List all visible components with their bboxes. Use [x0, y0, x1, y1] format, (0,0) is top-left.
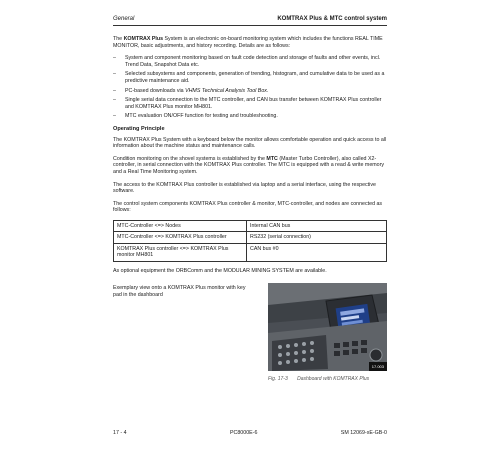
list-item-text: MTC evaluation ON/OFF function for testing and troubleshooting. — [125, 113, 278, 120]
intro-bold: KOMTRAX Plus — [123, 36, 164, 42]
list-item — [113, 113, 387, 120]
connection-table — [113, 220, 387, 262]
operating-principle-heading: Operating Principle — [113, 125, 165, 132]
list-item-text: Single serial data connection to the MTC controller, and CAN bus transfer between KOMTRAX Plus controller and KOMTRAX Plus monitor MH801. — [125, 97, 382, 110]
header-divider — [113, 25, 387, 26]
intro-paragraph — [113, 36, 387, 49]
table-cell: CAN bus #0 — [247, 243, 387, 261]
model-code: PC8000E-6 — [230, 430, 258, 436]
bullet-dash: – — [113, 97, 116, 104]
paragraph — [113, 156, 387, 176]
paragraph: The control system components KOMTRAX Plus controller & monitor, MTC-controller, and nodes are connected as follows: — [113, 200, 383, 214]
page-number: 17 - 4 — [113, 430, 127, 436]
list-item-text: PC-based downloads via — [125, 87, 186, 94]
manual-code: SM 12069-xE-GB-0 — [340, 430, 387, 436]
table-cell: MTC-Controller <=> KOMTRAX Plus controller — [114, 232, 247, 243]
dashboard-photo — [268, 283, 387, 371]
table-cell: Internal CAN bus — [247, 220, 387, 231]
example-text: Exemplary view onto a KOMTRAX Plus monitor with key pad in the dashboard — [113, 285, 246, 298]
table-row — [114, 232, 387, 243]
para2-bold: MTC — [266, 155, 278, 162]
paragraph: The access to the KOMTRAX Plus controller is established via laptop and a serial interface, using the respective software. — [113, 181, 376, 195]
bullet-dash: – — [113, 87, 116, 94]
dashboard-illustration — [268, 283, 387, 371]
figure-caption — [268, 376, 387, 382]
header-chapter-title: KOMTRAX Plus & MTC control system — [277, 16, 387, 22]
intro-post: System is an electronic on-board monitoring system which includes the functions REAL TIME MONITOR, basic adjustments, and history recording. Details are as follows: — [113, 36, 383, 49]
table-cell: MTC-Controller <=> Nodes — [114, 220, 247, 231]
list-item — [113, 88, 387, 95]
table-cell: RS232 (serial connection) — [247, 232, 387, 243]
bullet-dash: – — [113, 71, 116, 78]
bullet-dash: – — [113, 55, 116, 62]
list-item-text: Selected subsystems and components, generation of trending, histogram, and cumulative data to be used as a predictive maintenance aid. — [125, 71, 385, 84]
figure-number: Fig. 17-3 — [268, 376, 288, 382]
table-row — [114, 243, 387, 261]
photo-stamp: 17.003 — [371, 364, 384, 369]
table-row — [114, 220, 387, 231]
figure-caption-text: Dashboard with KOMTRAX Plus — [297, 376, 370, 382]
intro-pre: The — [113, 36, 124, 42]
header-section-title: General — [113, 16, 135, 22]
list-item-italic: VHMS Technical Analysis Tool Box. — [185, 87, 269, 94]
list-item-text: System and component monitoring based on fault code detection and storage of faults and other events, incl. Trend Data, Snapshot Data etc. — [125, 55, 381, 68]
feature-list — [113, 55, 387, 120]
para2-post: (Master Turbo Controller), also called X2-controller, in serial connection with the KOMTRAX Plus controller. The MTC is equipped with a read & write memory and a Real Time Monitoring system. — [113, 155, 385, 175]
para2-pre: Condition monitoring on the shovel systems is established by the — [113, 155, 267, 162]
body-text — [113, 36, 387, 280]
paragraph: The KOMTRAX Plus System with a keyboard below the monitor allows comfortable operation and quick access to all information about the machine status and maintenance calls. — [113, 136, 387, 150]
list-item — [113, 55, 387, 68]
table-cell: KOMTRAX Plus controller <=> KOMTRAX Plus monitor MH801 — [114, 243, 247, 261]
bullet-dash: – — [113, 113, 116, 120]
paragraph: As optional equipment the ORBComm and the MODULAR MINING SYSTEM are available. — [113, 267, 327, 274]
list-item — [113, 97, 387, 110]
list-item — [113, 71, 387, 84]
